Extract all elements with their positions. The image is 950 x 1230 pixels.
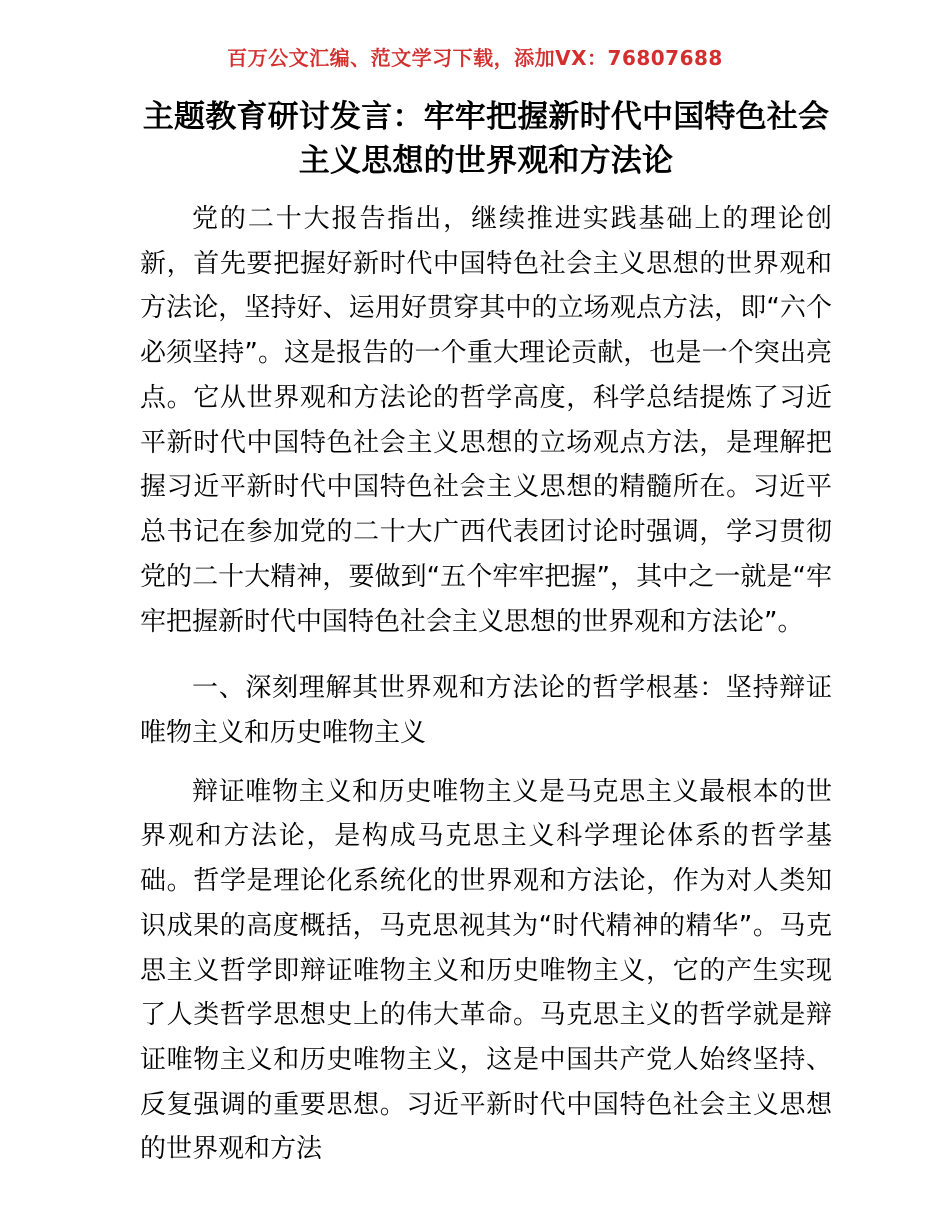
page-title: 主题教育研讨发言：牢牢把握新时代中国特色社会主义思想的世界观和方法论 — [142, 99, 830, 180]
paragraph-2: 辩证唯物主义和历史唯物主义是马克思主义最根本的世界观和方法论，是构成马克思主义科学理论体系的哲学基础。哲学是理论化系统化的世界观和方法论，作为对人类知识成果的高度概括，马克思视其为“时代精神的精华”。马克思主义哲学即辩证唯物主义和历史唯物主义，它的产生实现了人类哲学思想史上的伟大革命。马克思主义的哲学就是辩证唯物主义和历史唯物主义，这是中国共产党人始终坚持、反复强调的重要思想。习近平新时代中国特色社会主义思想的世界观和方法 — [140, 776, 832, 1165]
document-body — [0, 95, 950, 1172]
section-heading-1: 一、深刻理解其世界观和方法论的哲学根基：坚持辩证唯物主义和历史唯物主义 — [140, 673, 832, 748]
watermark-banner: 百万公文汇编、范文学习下载，添加VX：76807688 — [227, 46, 723, 70]
paragraph-1: 党的二十大报告指出，继续推进实践基础上的理论创新，首先要把握好新时代中国特色社会主义思想的世界观和方法论，坚持好、运用好贯穿其中的立场观点方法，即“六个必须坚持”。这是报告的一个重大理论贡献，也是一个突出亮点。它从世界观和方法论的哲学高度，科学总结提炼了习近平新时代中国特色社会主义思想的立场观点方法，是理解把握习近平新时代中国特色社会主义思想的精髓所在。习近平总书记在参加党的二十大广西代表团讨论时强调，学习贯彻党的二十大精神，要做到“五个牢牢把握”，其中之一就是“牢牢把握新时代中国特色社会主义思想的世界观和方法论”。 — [140, 204, 832, 637]
